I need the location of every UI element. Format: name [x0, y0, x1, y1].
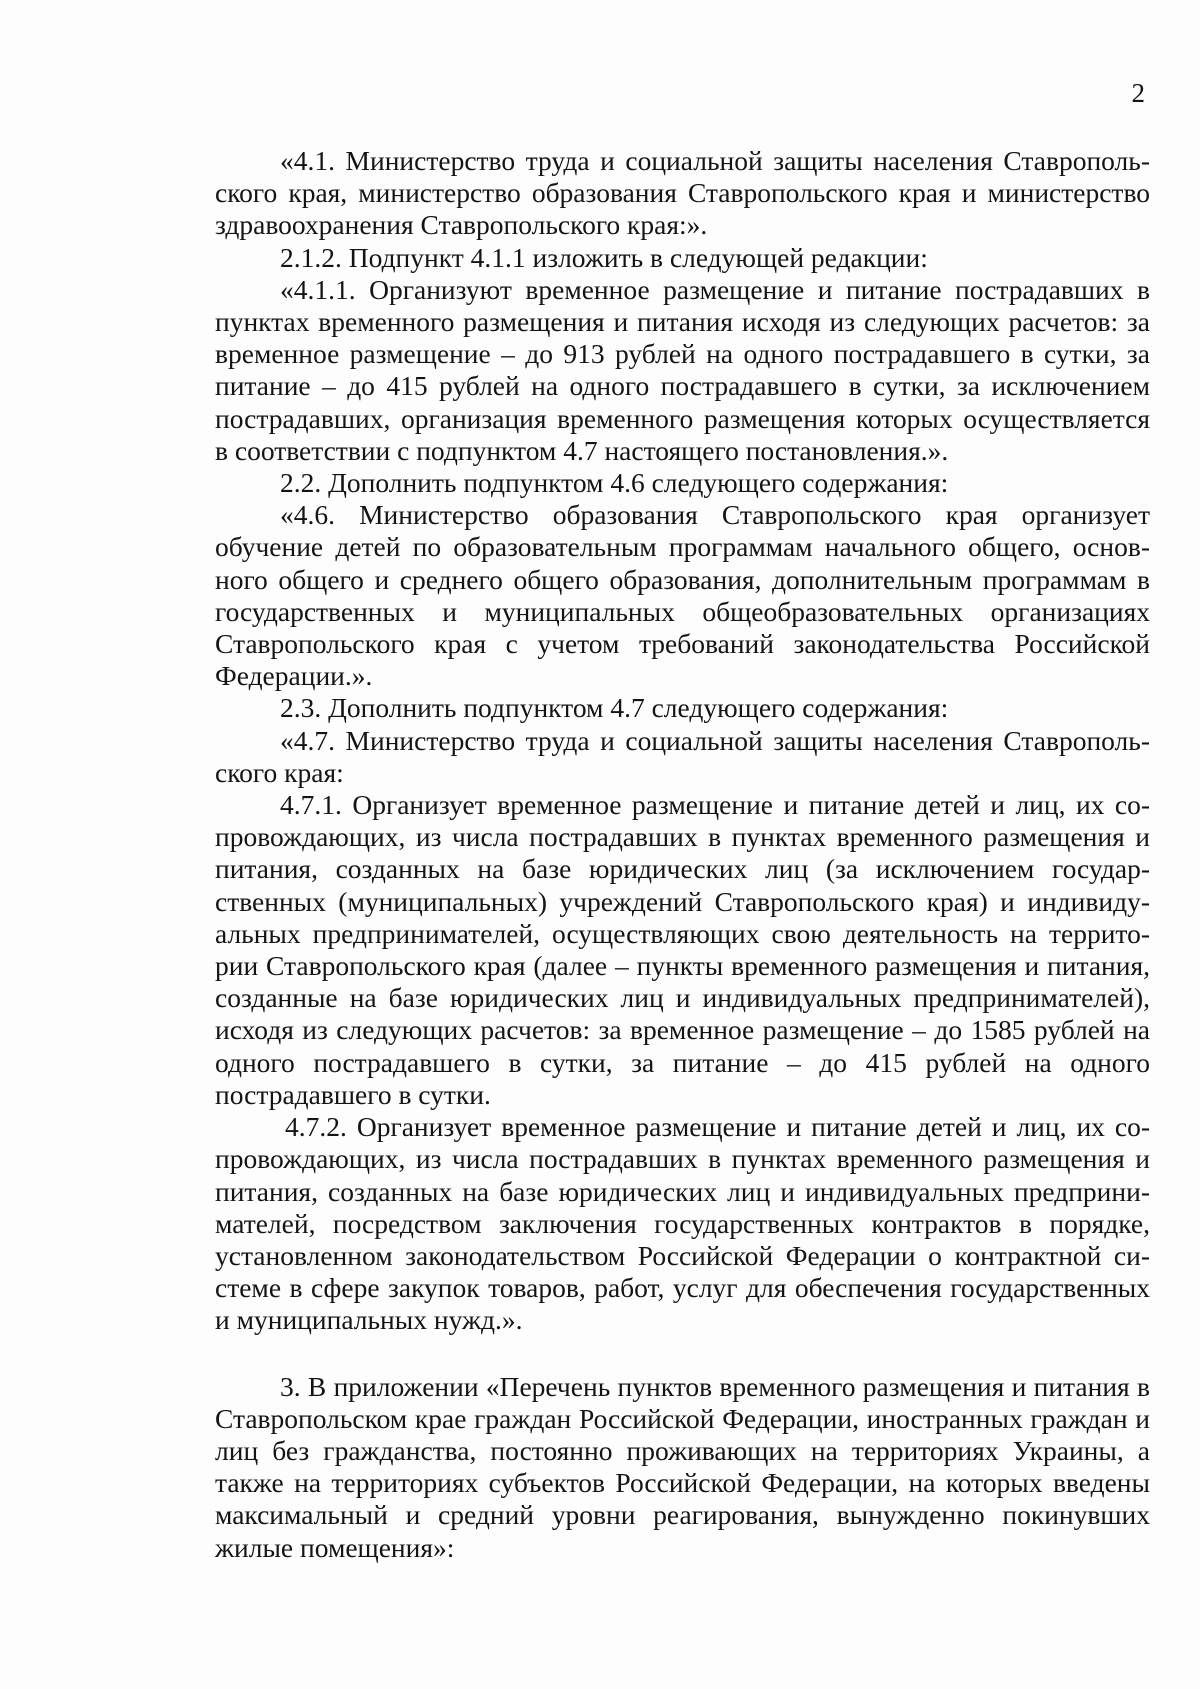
paragraph-4-7-2: 4.7.2. Организует временное размещение и питание детей и лиц, их сопровождающих, из числа пострадавших в пунктах временного размещения и питания, созданных на базе юридических лиц и индивидуальных предпринимателей, посредством заключения государственных контрактов в порядке, установленном законодательством Российской Федерации о контрактной системе в сфере закупок товаров, работ, услуг для обеспечения государственных и муниципальных нужд.». — [215, 1111, 1150, 1336]
paragraph-4-7: «4.7. Министерство труда и социальной защиты населения Ставропольского края: — [215, 724, 1150, 788]
paragraph-3: 3. В приложении «Перечень пунктов временного размещения и питания в Ставропольском крае граждан Российской Федерации, иностранных граждан и лиц без гражданства, постоянно проживающих на территориях Украины, а также на территориях субъектов Российской Федерации, на которых введены максимальный и средний уровни реагирования, вынужденно покинувших жилые помещения»: — [215, 1370, 1150, 1563]
paragraph-2-2: 2.2. Дополнить подпунктом 4.6 следующего содержания: — [280, 467, 949, 499]
paragraph-4-1: «4.1. Министерство труда и социальной защиты населения Ставропольского края, министерство образования Ставропольского края и министерство здравоохранения Ставропольского края:». — [215, 145, 1150, 241]
paragraph-4-7-1: 4.7.1. Организует временное размещение и питание детей и лиц, их сопровождающих, из числа пострадавших в пунктах временного размещения и питания, созданных на базе юридических лиц (за исключением государственных (муниципальных) учреждений Ставропольского края) и индивидуальных предпринимателей, осуществляющих свою деятельность на территории Ставропольского края (далее – пункты временного размещения и питания, созданные на базе юридических лиц и индивидуальных предпринимателей), исходя из следующих расчетов: за временное размещение – до 1585 рублей на одного пострадавшего в сутки, за питание – до 415 рублей на одного пострадавшего в сутки. — [215, 789, 1150, 1110]
paragraph-2-1-2: 2.1.2. Подпункт 4.1.1 изложить в следующей редакции: — [280, 241, 928, 273]
paragraph-4-6: «4.6. Министерство образования Ставропольского края организует обучение детей по образовательным программам начального общего, основного общего и среднего общего образования, дополнительным программам в государственных и муниципальных общеобразовательных организациях Ставропольского края с учетом требований законодательства Российской Федерации.». — [215, 499, 1150, 692]
paragraph-4-1-1: «4.1.1. Организуют временное размещение и питание пострадавших в пунктах временного размещения и питания исходя из следующих расчетов: за временное размещение – до 913 рублей на одного пострадавшего в сутки, за питание – до 415 рублей на одного пострадавшего в сутки, за исключением пострадавших, организация временного размещения которых осуществляется в соответствии с подпунктом 4.7 настоящего постановления.». — [215, 273, 1150, 466]
paragraph-2-3: 2.3. Дополнить подпунктом 4.7 следующего содержания: — [280, 692, 949, 724]
document-body — [215, 145, 1150, 1564]
page-number: 2 — [1131, 78, 1145, 108]
